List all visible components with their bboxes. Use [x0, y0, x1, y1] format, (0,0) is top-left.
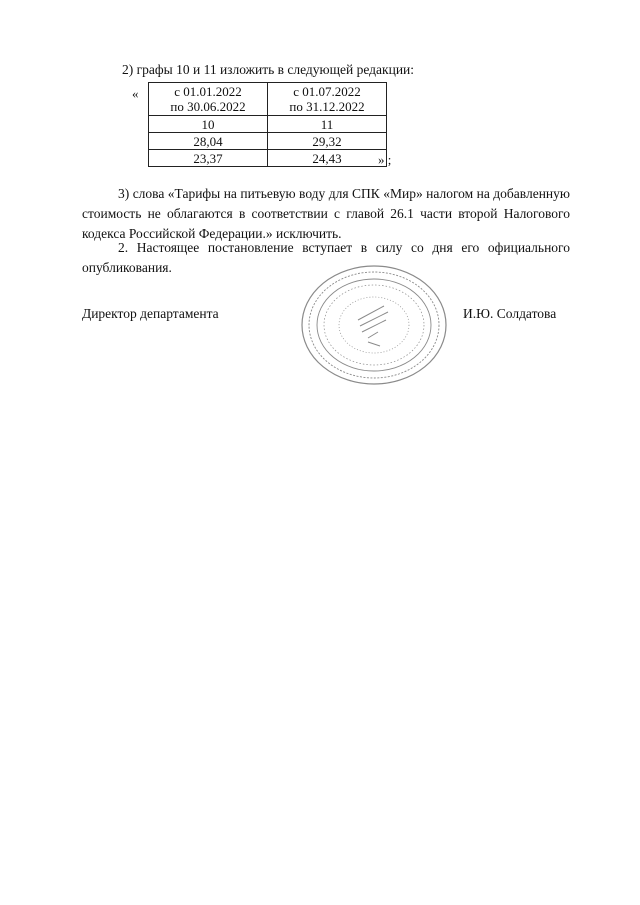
seal-outer-ring	[302, 266, 446, 384]
item2-heading: 2) графы 10 и 11 изложить в следующей редакции:	[122, 62, 415, 77]
period-start: с 01.01.2022	[174, 84, 242, 99]
signatory-name: И.Ю. Солдатова	[463, 306, 557, 321]
seal-middle-ring	[317, 279, 431, 371]
point2-text: 2. Настоящее постановление вступает в силу со дня его официального опубликования.	[82, 240, 570, 275]
table-header-cell	[149, 83, 268, 116]
item3-paragraph	[82, 184, 570, 244]
seal-core-ring	[339, 297, 409, 353]
table-row	[149, 150, 387, 167]
signatory-position: Директор департамента	[82, 306, 219, 321]
period-end: по 31.12.2022	[289, 99, 365, 114]
period-end: по 30.06.2022	[170, 99, 246, 114]
table-row	[149, 133, 387, 150]
table-cell: 23,37	[149, 150, 268, 167]
table-cell: 29,32	[268, 133, 387, 150]
table-column-number-row	[149, 116, 387, 133]
table-close-quote: » ;	[378, 152, 392, 167]
table-cell: 10	[149, 116, 268, 133]
official-seal-icon	[298, 262, 450, 388]
seal-text-ring	[309, 272, 439, 378]
period-start: с 01.07.2022	[293, 84, 361, 99]
table-cell: 11	[268, 116, 387, 133]
table-cell: 28,04	[149, 133, 268, 150]
table-open-quote: «	[132, 86, 139, 101]
tariff-table	[148, 82, 387, 167]
seal-center-mark	[358, 306, 388, 346]
item3-text: 3) слова «Тарифы на питьевую воду для СПК «Мир» налогом на добавленную стоимость не облагаются в соответствии с главой 26.1 части второй Налогового кодекса Российской Федерации.» исключить.	[82, 186, 570, 241]
table-header-cell	[268, 83, 387, 116]
table-cell: 24,43	[268, 150, 387, 167]
table-header-row	[149, 83, 387, 116]
